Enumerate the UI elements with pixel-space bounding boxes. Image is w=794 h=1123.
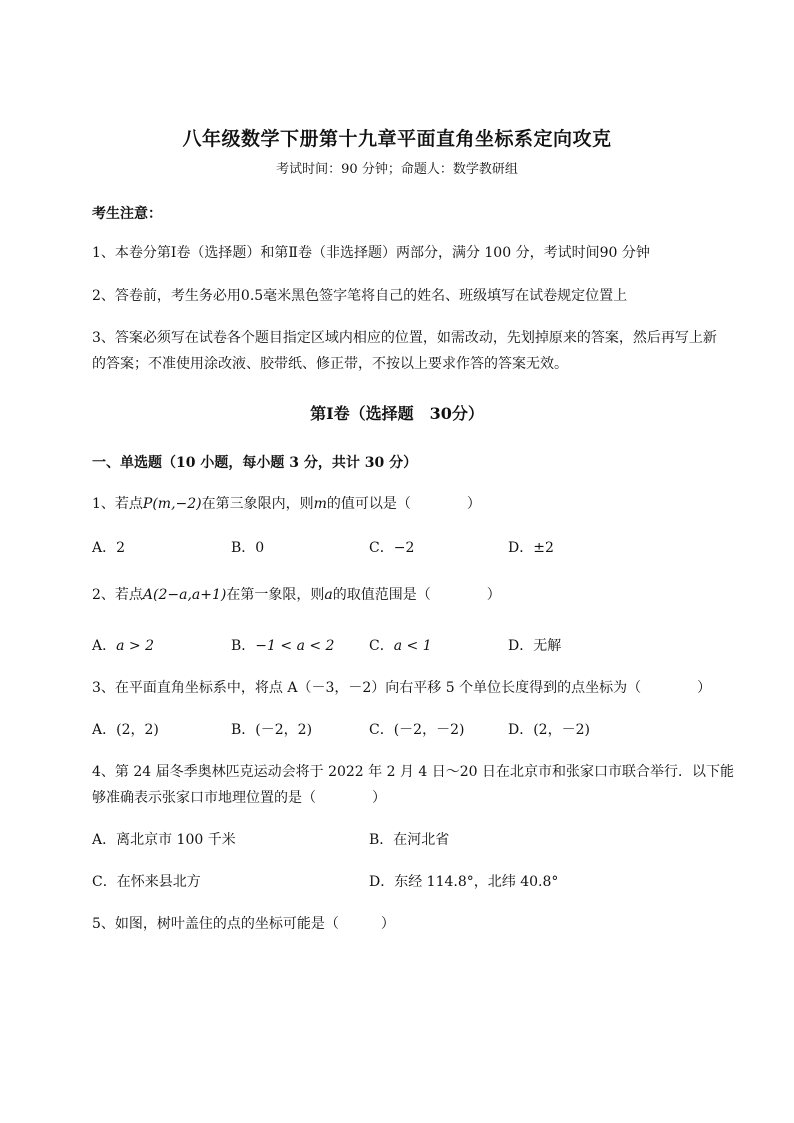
question-4-stem: 4、第 24 届冬季奥林匹克运动会将于 2022 年 2 月 4 日～20 日在北京市和张家口市联合举行．以下能 [92,764,735,780]
option-c: C．(－2，－2) [369,722,465,738]
option-b: B．在河北省 [369,832,450,848]
notice-item: 1、本卷分第Ⅰ卷（选择题）和第Ⅱ卷（非选择题）两部分，满分 100 分，考试时间90 分钟 [92,245,650,261]
notice-item: 的答案；不准使用涂改液、胶带纸、修正带，不按以上要求作答的答案无效。 [92,356,568,372]
notice-item: 3、答案必须写在试卷各个题目指定区域内相应的位置，如需改动，先划掉原来的答案，然后再写上新 [92,330,717,346]
notice-item: 2、答卷前，考生务必用0.5毫米黑色签字笔将自己的姓名、班级填写在试卷规定位置上 [92,288,628,304]
part-title: 第Ⅰ卷（选择题 30分） [310,404,484,423]
option-d: D．(2，－2) [508,722,590,738]
option-a: A．(2，2) [92,722,159,738]
option-b: B．0 [231,540,265,556]
math-variable: a [324,587,333,603]
option-d: D．±2 [508,540,554,556]
notice-heading: 考生注意： [92,206,162,222]
question-3-stem: 3、在平面直角坐标系中，将点 A（－3，－2）向右平移 5 个单位长度得到的点坐标为（ ） [92,680,712,696]
section-heading: 一、单选题（10 小题，每小题 3 分，共计 30 分） [92,455,418,471]
option-b: B．−1 < a < 2 [231,638,335,654]
option-d: D．东经 114.8°，北纬 40.8° [369,874,559,890]
option-c: C．a < 1 [369,638,432,654]
question-2-stem: 2、若点A(2−a,a+1)在第一象限，则a的取值范围是（ ） [92,587,501,603]
page-subtitle: 考试时间：90 分钟；命题人：数学教研组 [276,162,518,177]
page-title: 八年级数学下册第十九章平面直角坐标系定向攻克 [182,128,612,150]
math-variable: m [313,496,327,512]
question-1-stem: 1、若点P(m,−2)在第三象限内，则m的值可以是（ ） [92,496,481,512]
option-c: C．−2 [369,540,415,556]
question-5-stem: 5、如图，树叶盖住的点的坐标可能是（ ） [92,916,395,932]
option-d: D．无解 [508,638,562,654]
math-expression: A(2−a,a+1) [142,587,227,603]
question-4-stem-cont: 够准确表示张家口市地理位置的是（ ） [92,790,386,806]
option-a: A．a > 2 [92,638,155,654]
option-a: A．离北京市 100 千米 [92,832,236,848]
math-expression: P(m,−2) [142,496,202,512]
option-b: B．(－2，2) [231,722,313,738]
option-a: A．2 [92,540,126,556]
option-c: C．在怀来县北方 [92,874,201,890]
